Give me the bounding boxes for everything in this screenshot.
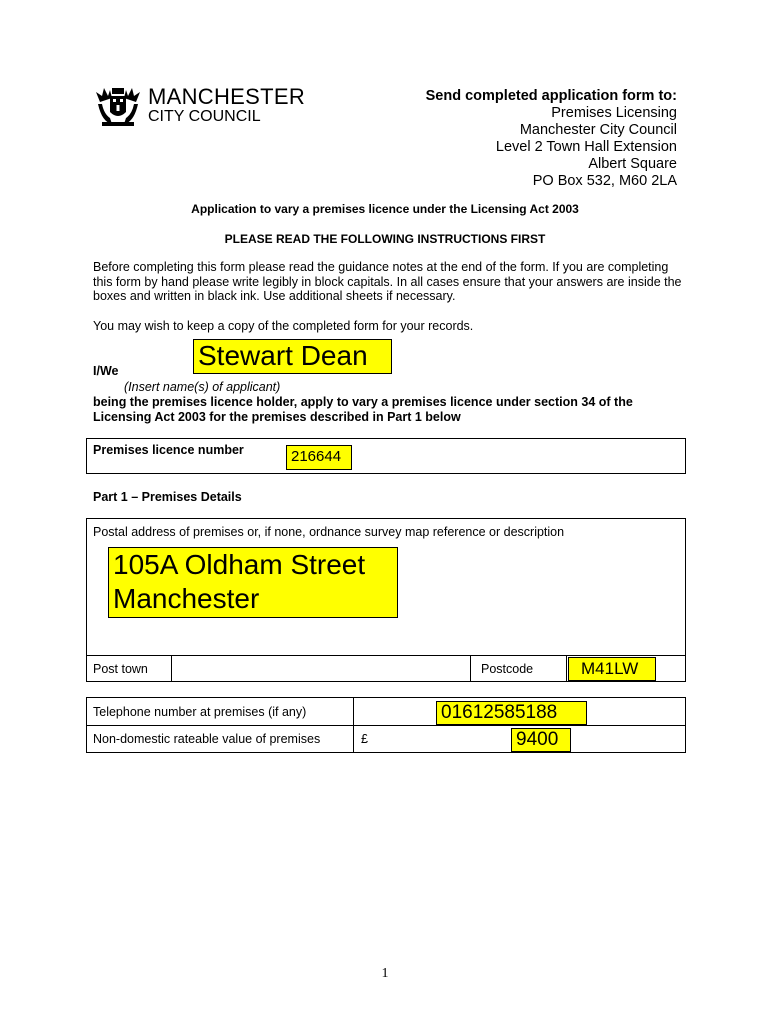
licence-number-label: Premises licence number: [93, 443, 244, 457]
divider: [470, 655, 471, 682]
divider: [171, 655, 172, 682]
logo-line2: CITY COUNCIL: [148, 108, 261, 125]
rateable-value-field[interactable]: 9400: [511, 728, 571, 752]
divider: [566, 655, 567, 682]
instructions-heading: PLEASE READ THE FOLLOWING INSTRUCTIONS FIRST: [224, 232, 546, 246]
premises-address-field[interactable]: [108, 547, 398, 618]
part1-heading: Part 1 – Premises Details: [93, 490, 242, 504]
address-line: Premises Licensing: [551, 105, 677, 121]
divider: [86, 725, 686, 726]
postal-address-label: Postal address of premises or, if none, ordnance survey map reference or description: [93, 525, 565, 539]
licence-number-field[interactable]: 216644: [286, 445, 352, 470]
address-line2: Manchester: [113, 583, 260, 614]
page-number: 1: [381, 966, 389, 981]
rateable-value-label: Non-domestic rateable value of premises: [93, 732, 321, 746]
form-title: Application to vary a premises licence under the Licensing Act 2003: [191, 202, 579, 216]
address-line1: 105A Oldham Street: [113, 549, 366, 580]
post-town-label: Post town: [93, 662, 148, 676]
send-to-address: [426, 88, 677, 190]
iwe-label: I/We: [93, 364, 119, 378]
postcode-field[interactable]: M41LW: [568, 657, 656, 681]
send-to-heading: Send completed application form to:: [425, 88, 677, 104]
coat-of-arms-icon: [92, 82, 144, 128]
divider: [86, 655, 686, 656]
post-town-field[interactable]: [173, 657, 469, 681]
council-logo: [92, 82, 322, 130]
currency-symbol: £: [361, 732, 368, 746]
divider: [353, 697, 354, 753]
postcode-label: Postcode: [481, 662, 534, 676]
logo-line1: MANCHESTER: [148, 84, 306, 109]
address-line: PO Box 532, M60 2LA: [532, 173, 677, 189]
address-line: Manchester City Council: [519, 122, 677, 138]
address-line: Albert Square: [588, 156, 677, 172]
copy-note: You may wish to keep a copy of the completed form for your records.: [93, 319, 474, 333]
insert-names-note: (Insert name(s) of applicant): [124, 380, 281, 394]
address-line: Level 2 Town Hall Extension: [495, 139, 677, 155]
telephone-label: Telephone number at premises (if any): [93, 705, 307, 719]
instructions-paragraph: Before completing this form please read the guidance notes at the end of the form. If you are completing this form by hand please write legibly in block capitals. In all cases ensure that your answers are inside the boxes and written in black ink. Use additional sheets if necessary.: [93, 260, 682, 303]
telephone-field[interactable]: 01612585188: [436, 701, 587, 725]
applicant-name-field[interactable]: Stewart Dean: [193, 339, 392, 374]
declaration-text: being the premises licence holder, apply to vary a premises licence under section 34 of the Licensing Act 2003 for the premises described in Part 1 below: [93, 395, 633, 424]
